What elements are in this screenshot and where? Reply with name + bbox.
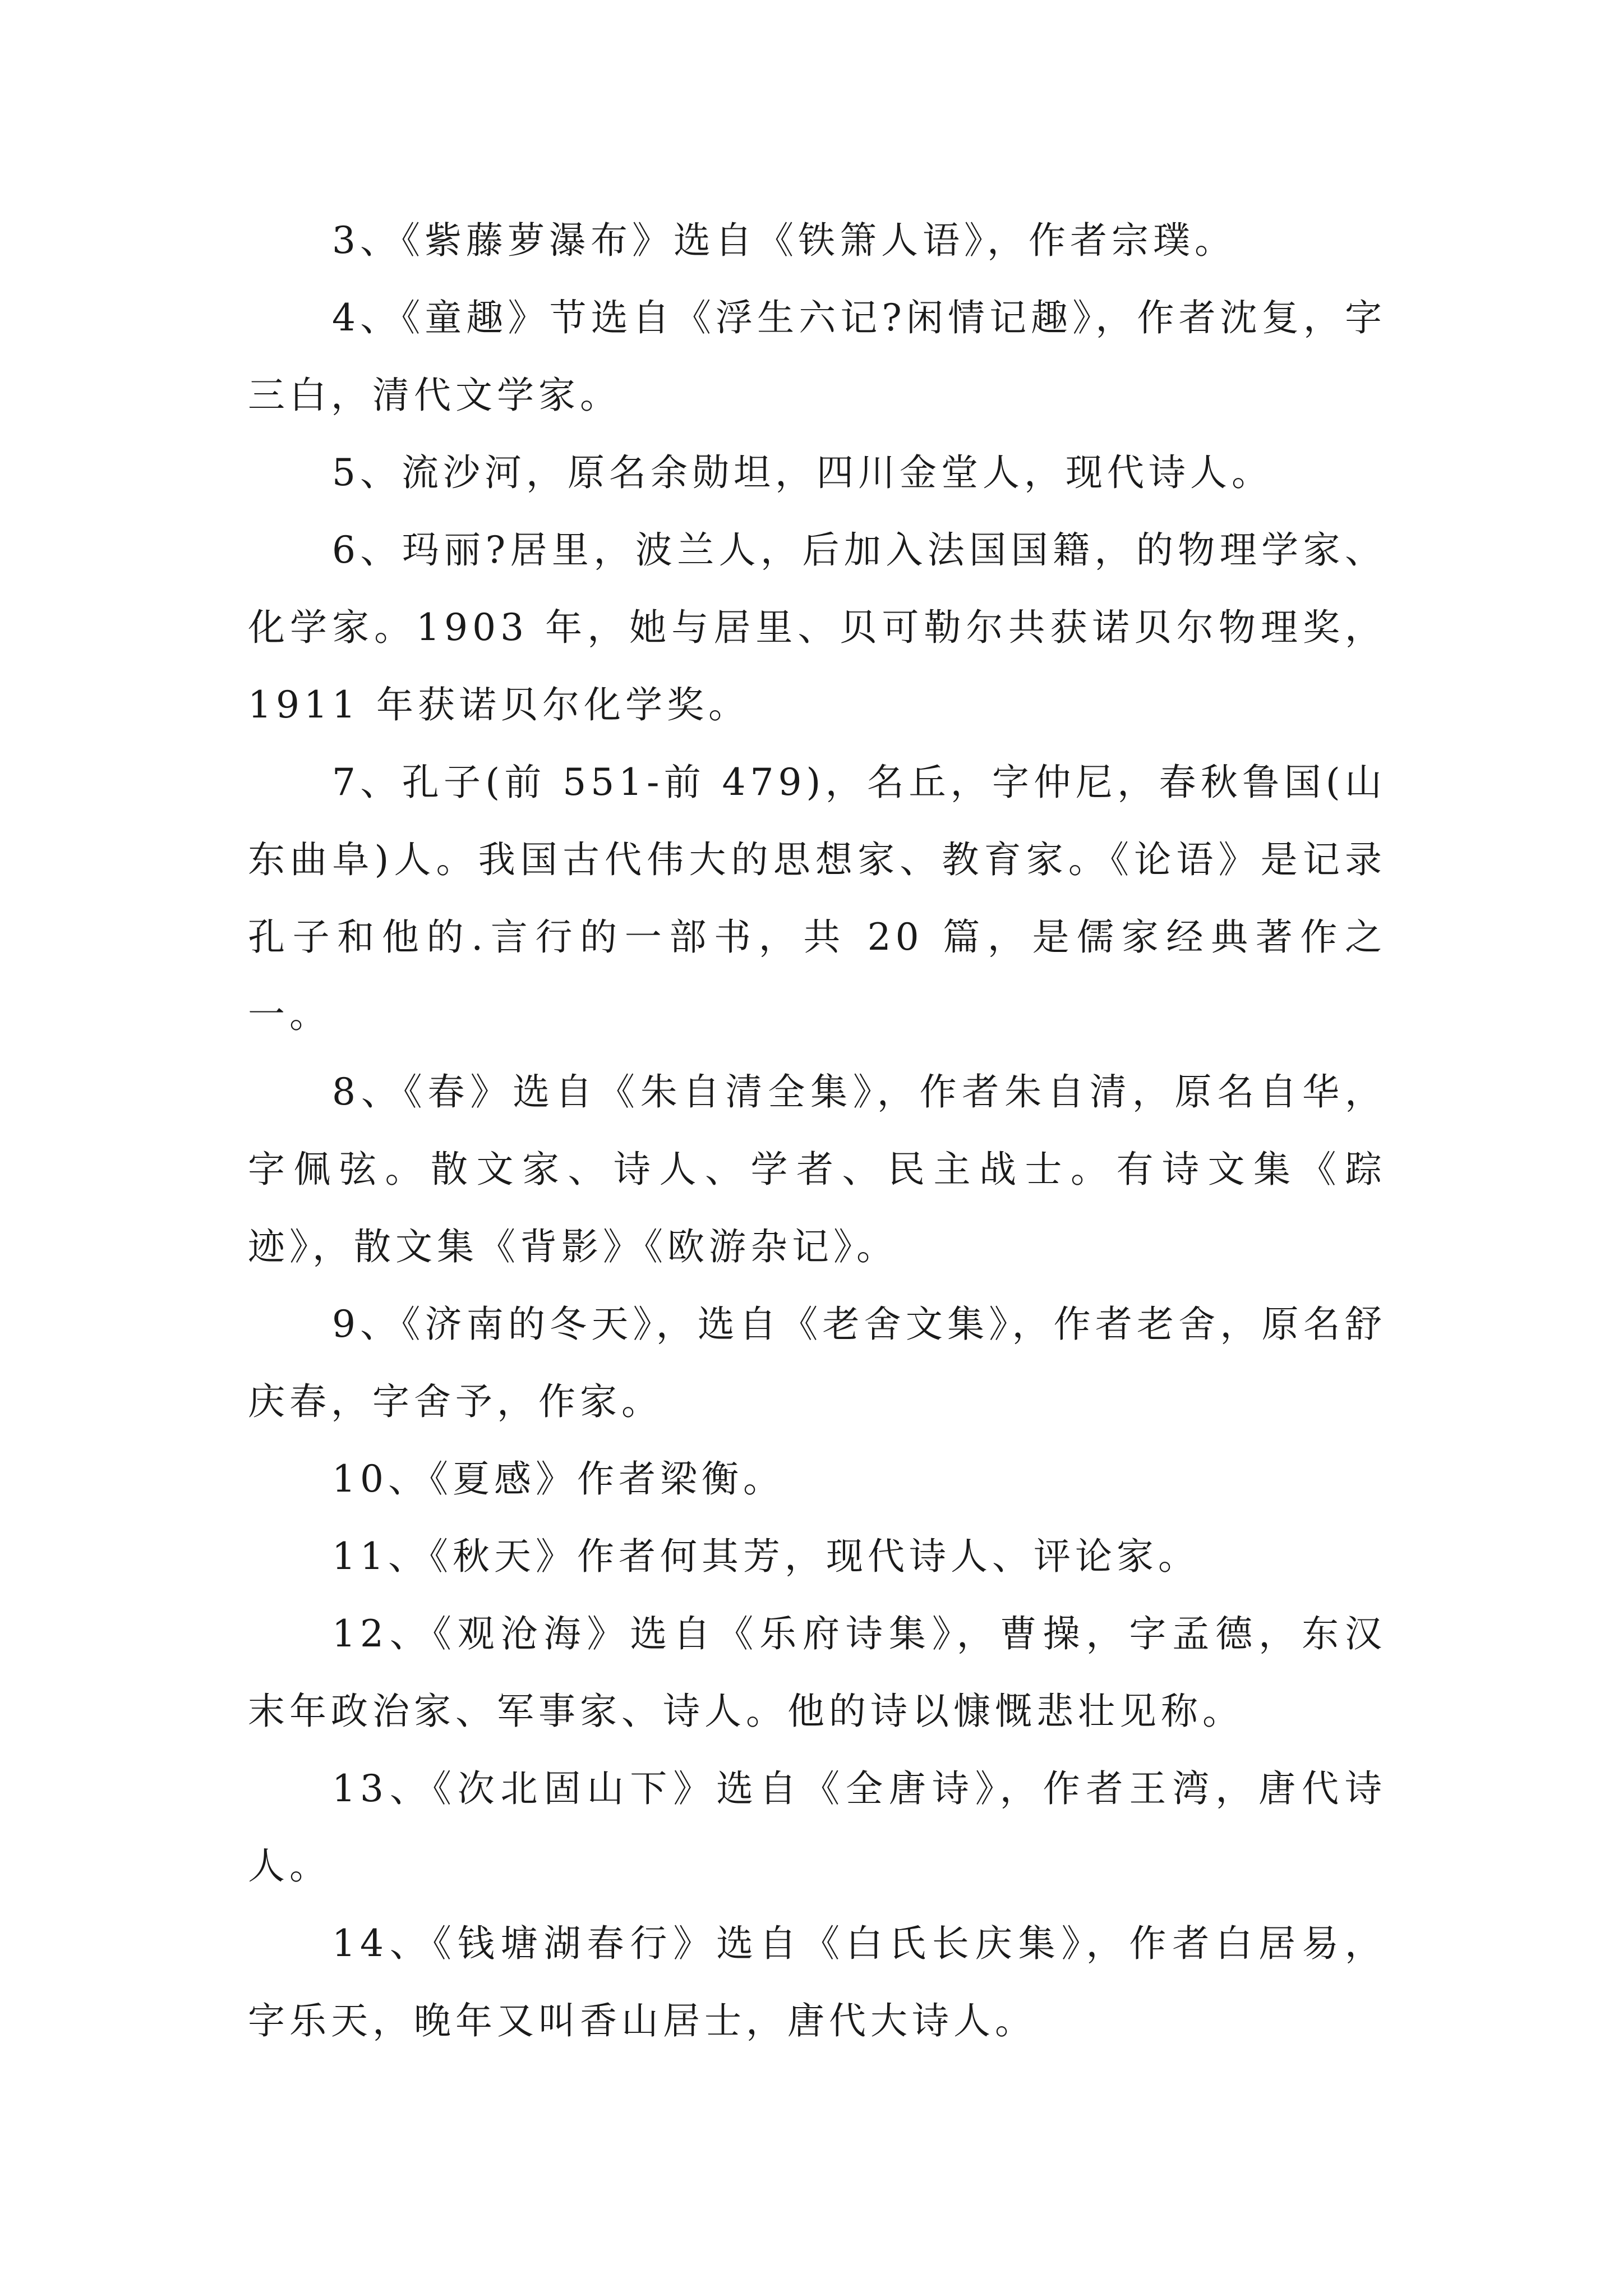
paragraph-3: 3、《紫藤萝瀑布》选自《铁箫人语》，作者宗璞。 [332,219,1236,262]
paragraph-11: 11、《秋天》作者何其芳，现代诗人、评论家。 [332,1535,1200,1578]
document-body [248,202,1386,2060]
paragraph-13: 13、《次北固山下》选自《全唐诗》，作者王湾，唐代诗人。 [248,1767,1386,1888]
paragraph-12: 12、《观沧海》选自《乐府诗集》，曹操，字孟德，东汉末年政治家、军事家、诗人。他的诗以慷慨悲壮见称。 [248,1612,1386,1733]
paragraph-4: 4、《童趣》节选自《浮生六记?闲情记趣》，作者沈复，字三白，清代文学家。 [248,296,1386,417]
paragraph-5: 5、流沙河，原名余勋坦，四川金堂人，现代诗人。 [332,451,1273,494]
paragraph-9: 9、《济南的冬天》，选自《老舍文集》，作者老舍，原名舒庆春，字舍予，作家。 [248,1303,1386,1423]
paragraph-10: 10、《夏感》作者梁衡。 [332,1457,785,1501]
paragraph-8: 8、《春》选自《朱自清全集》，作者朱自清，原名自华，字佩弦。散文家、诗人、学者、民主战士。有诗文集《踪迹》，散文集《背影》《欧游杂记》。 [248,1070,1386,1268]
paragraph-7: 7、孔子(前 551-前 479)，名丘，字仲尼，春秋鲁国(山东曲阜)人。我国古代伟大的思想家、教育家。《论语》是记录孔子和他的.言行的一部书，共 20 篇，是儒家经典著作之一。 [248,761,1386,1036]
paragraph-6: 6、玛丽?居里，波兰人，后加入法国国籍，的物理学家、化学家。1903 年，她与居里、贝可勒尔共获诺贝尔物理奖，1911 年获诺贝尔化学奖。 [248,528,1386,726]
paragraph-14: 14、《钱塘湖春行》选自《白氏长庆集》，作者白居易，字乐天，晚年又叫香山居士，唐代大诗人。 [248,1922,1386,2042]
